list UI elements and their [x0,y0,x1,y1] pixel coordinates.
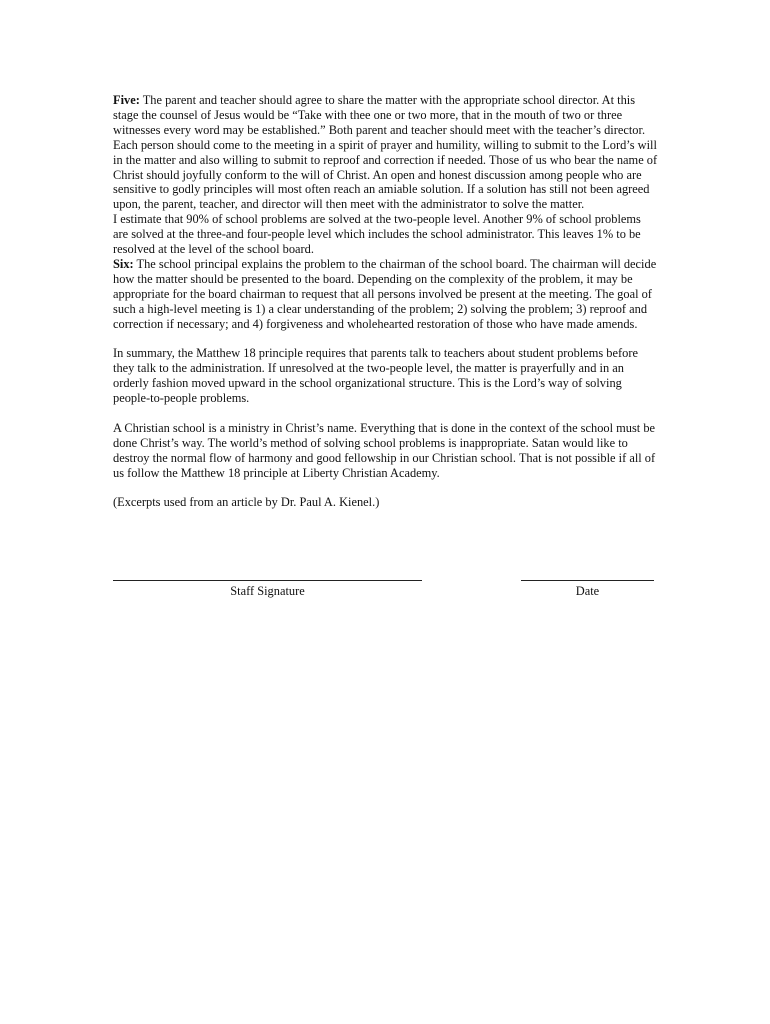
date-field[interactable] [521,580,654,599]
paragraph-ministry: A Christian school is a ministry in Christ’s name. Everything that is done in the context of the school must be done Christ’s way. The world’s method of solving school problems is inappropriate. Satan would like to destroy the normal flow of harmony and good fellowship in our Christian school. That is not possible if all of us follow the Matthew 18 principle at Liberty Christian Academy. [113,420,656,480]
document-body [113,93,658,510]
step-six-label: Six: [113,256,134,271]
date-line [521,580,654,581]
paragraph-spacer [113,406,658,421]
paragraph-step-five [113,93,658,212]
step-six-text: The school principal explains the problem to the chairman of the school board. The chairman will decide how the matter should be presented to the board. Depending on the complexity of the problem, it may be appropriate for the board chairman to request that all persons involved be present at the meeting. The goal of such a high-level meeting is 1) a clear understanding of the problem; 2) solving the problem; 3) reproof and correction if necessary; and 4) forgiveness and wholehearted restoration of those who have made amends. [113,256,657,331]
signature-line [113,580,422,581]
paragraph-citation: (Excerpts used from an article by Dr. Paul A. Kienel.) [113,495,380,510]
staff-signature-field[interactable] [113,580,422,599]
step-five-text: The parent and teacher should agree to share the matter with the appropriate school director. At this stage the counsel of Jesus would be “Take with thee one or two more, that in the mouth of two or three witnesses every word may be established.” Both parent and teacher should meet with the teacher’s director. Each person should come to the meeting in a spirit of prayer and humility, willing to submit to the Lord’s will in the matter and also willing to submit to reproof and correction if needed. Those of us who bear the name of Christ should joyfully conform to the will of Christ. An open and honest discussion among people who are sensitive to godly principles will most often reach an amiable solution. If a solution has still not been agreed upon, the parent, teacher, and director will then meet with the administrator to solve the matter. [113,93,658,212]
date-label: Date [575,584,600,598]
paragraph-spacer [113,481,658,496]
paragraph-summary: In summary, the Matthew 18 principle requires that parents talk to teachers about student problems before they talk to the administration. If unresolved at the two-people level, the matter is prayerfully and in an orderly fashion moved upward in the school organizational structure. This is the Lord’s way of solving people-to-people problems. [113,346,638,406]
step-five-label: Five: [113,93,140,107]
staff-signature-label: Staff Signature [230,584,305,598]
paragraph-estimate: I estimate that 90% of school problems are solved at the two-people level. Another 9% of school problems are solved at the three-and four-people level which includes the school administrator. This leaves 1% to be resolved at the level of the school board. [113,212,641,257]
paragraph-step-six [113,257,658,332]
paragraph-spacer [113,332,658,347]
